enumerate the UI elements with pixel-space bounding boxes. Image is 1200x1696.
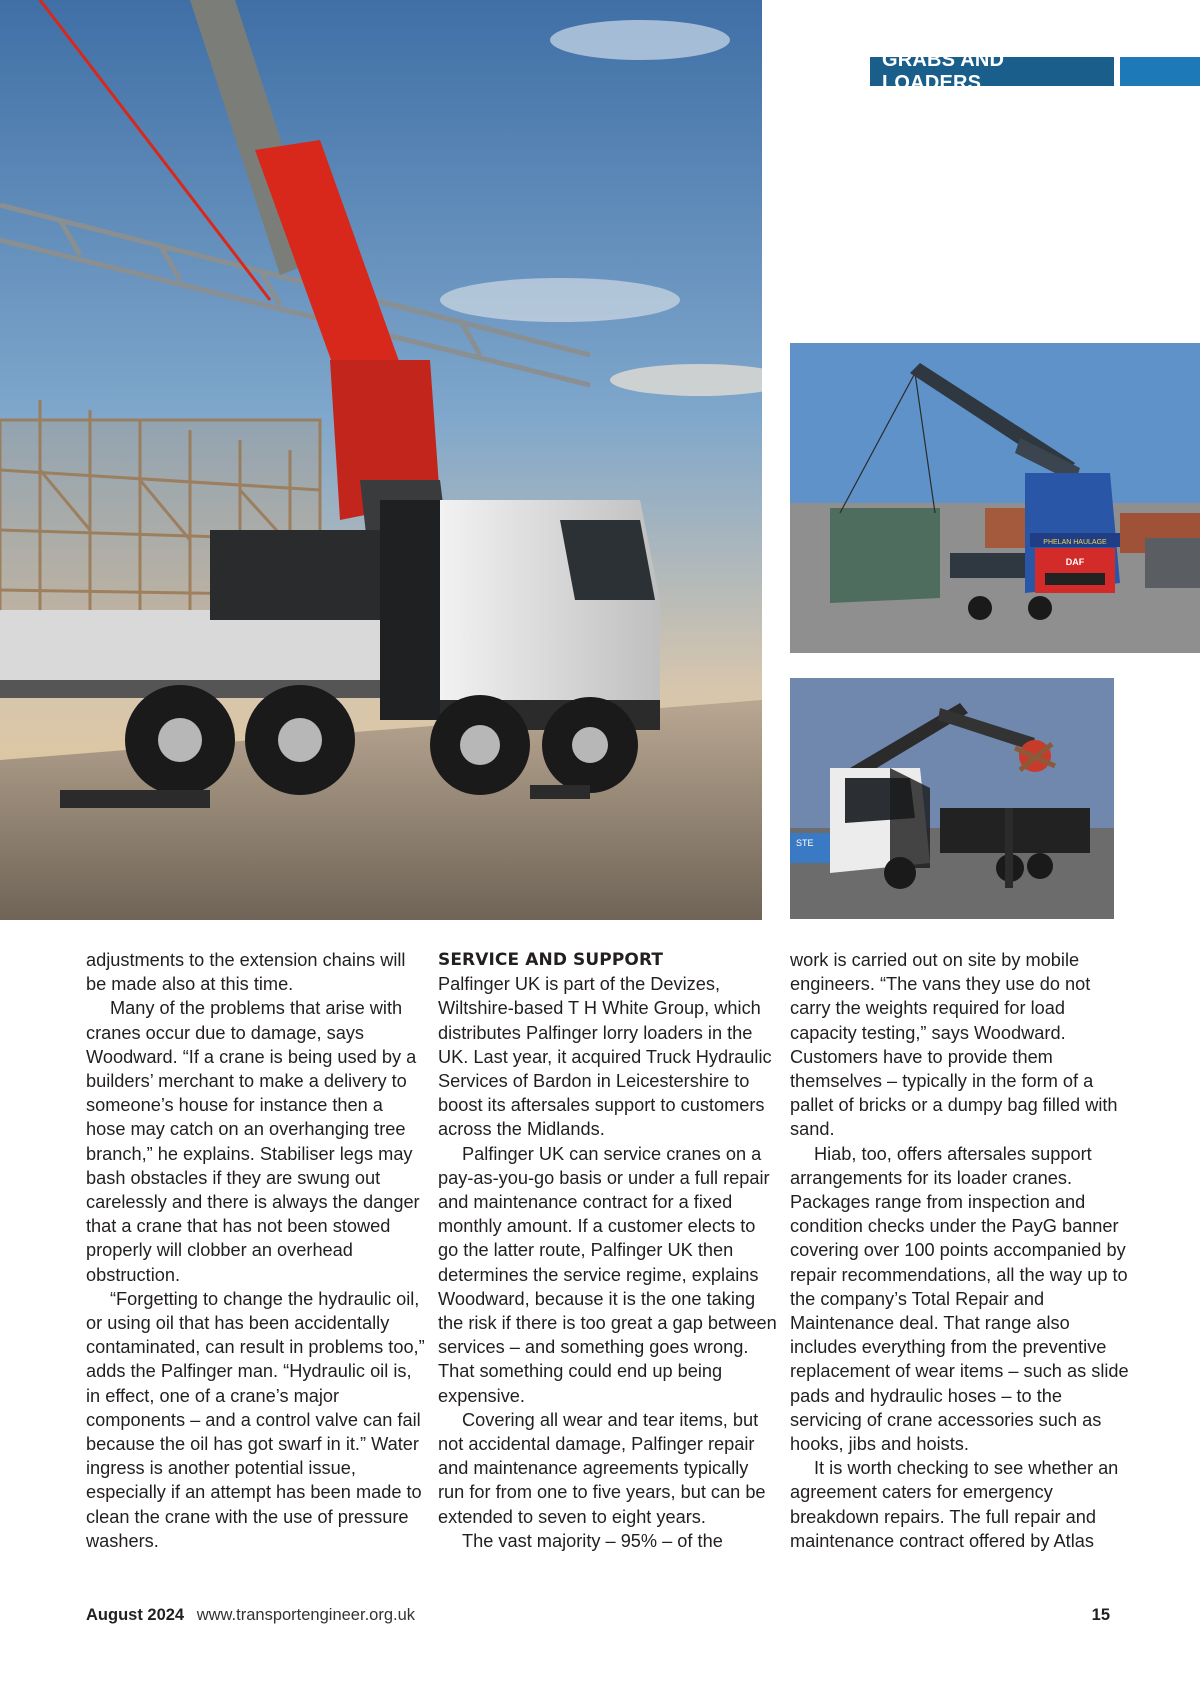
article-column-2	[438, 948, 778, 1553]
scania-wall-sign: STE	[796, 838, 814, 848]
issue-date: August 2024	[86, 1606, 185, 1624]
section-tag-bar	[1120, 57, 1200, 86]
paragraph: Covering all wear and tear items, but not accidental damage, Palfinger repair and maintenance agreements typically run for from one to five years, but can be extended to seven to eight years.	[438, 1409, 766, 1527]
daf-cab-sign: PHELAN HAULAGE	[1043, 539, 1107, 546]
subheading: SERVICE AND SUPPORT	[438, 950, 664, 970]
paragraph: work is carried out on site by mobile engineers. “The vans they use do not carry the weights required for load capacity testing,” says Woodward. Customers have to provide them themselves – typically in the form of a pallet of bricks or a dumpy bag filled with sand.	[790, 950, 1118, 1140]
article-column-1	[86, 948, 426, 1553]
paragraph: Hiab, too, offers aftersales support arrangements for its loader cranes. Packages range from inspection and condition checks under the PayG banner covering over 100 points accompanied by repair recommendations, all the way up to the company’s Total Repair and Maintenance deal. That range also includes everything from the preventive replacement of wear items – such as slide pads and hydraulic hoses – to the servicing of crane accessories such as hooks, jibs and hoists.	[790, 1143, 1129, 1455]
page-number: 15	[1091, 1606, 1110, 1624]
paragraph: The vast majority – 95% – of the	[462, 1530, 723, 1551]
daf-crane-truck-photo	[790, 343, 1200, 653]
section-tag	[870, 48, 1200, 94]
paragraph: Palfinger UK is part of the Devizes, Wiltshire-based T H White Group, which distributes Palfinger lorry loaders in the UK. Last year, it acquired Truck Hydraulic Services of Bardon in Leicestershire to boost its aftersales support to customers across the Midlands.	[438, 974, 772, 1140]
article-column-3	[790, 948, 1130, 1553]
scania-grab-loader-photo	[790, 678, 1114, 919]
palfinger-crane-truck-photo	[0, 0, 762, 920]
paragraph: Many of the problems that arise with cranes occur due to damage, says Woodward. “If a crane is being used by a builders’ merchant to make a delivery to someone’s house for instance then a hose may catch on an overhanging tree branch,” he explains. Stabiliser legs may bash obstacles if they are swung out carelessly and there is always the danger that a crane that has not been stowed properly will clobber an overhead obstruction.	[86, 998, 420, 1285]
section-tag-label: GRABS AND LOADERS	[870, 57, 1114, 86]
daf-brand-logo: DAF	[1065, 557, 1085, 567]
paragraph: Palfinger UK can service cranes on a pay-as-you-go basis or under a full repair and maintenance contract for a fixed monthly amount. If a customer elects to go the latter route, Palfinger UK then determines the service regime, explains Woodward, because it is the one taking the risk if there is too great a gap between services – and something goes wrong. That something could end up being expensive.	[438, 1143, 777, 1406]
page-footer	[86, 1603, 1110, 1627]
paragraph: “Forgetting to change the hydraulic oil, or using oil that has been accidentally contaminated, can result in problems too,” adds the Palfinger man. “Hydraulic oil is, in effect, one of a crane’s major components – and a control valve can fail because the oil has got swarf in it.” Water ingress is another potential issue, especially if an attempt has been made to clean the crane with the use of pressure washers.	[86, 1288, 425, 1551]
website-link[interactable]: www.transportengineer.org.uk	[196, 1606, 416, 1624]
paragraph: adjustments to the extension chains will be made also at this time.	[86, 950, 406, 995]
paragraph: It is worth checking to see whether an agreement caters for emergency breakdown repairs. The full repair and maintenance contract offered by Atlas	[790, 1458, 1119, 1551]
